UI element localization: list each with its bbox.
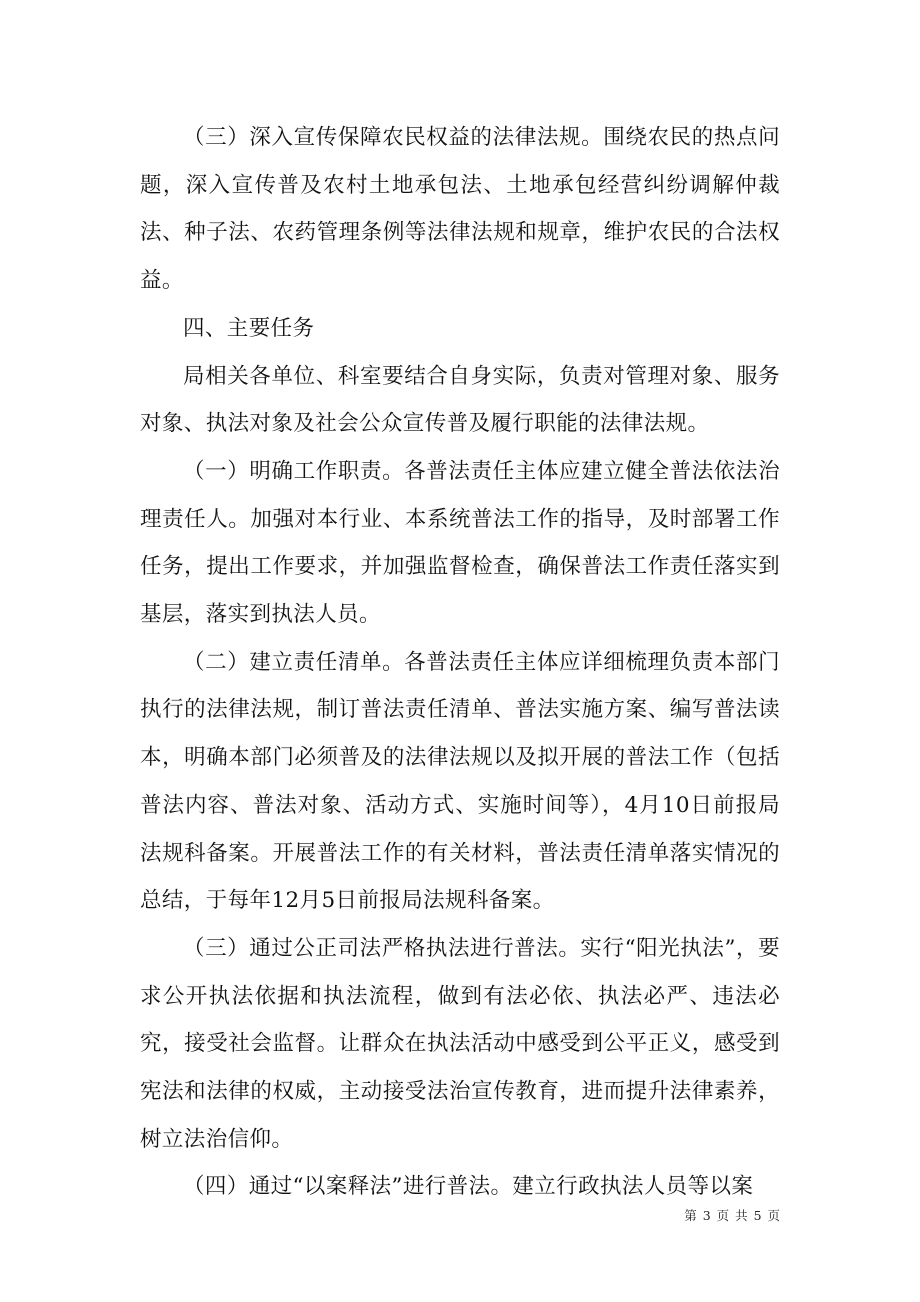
paragraph-responsibility-list: （二）建立责任清单。各普法责任主体应详细梳理负责本部门执行的法律法规，制订普法责任清单、普法实施方案、编写普法读本，明确本部门必须普及的法律法规以及拟开展的普法工作（包括普法内容、普法对象、活动方式、实施时间等），4月10日前报局法规科备案。开展普法工作的有关材料，普法责任清单落实情况的总结，于每年12月5日前报局法规科备案。 — [140, 649, 780, 914]
section-heading-main-tasks: 四、主要任务 — [183, 315, 315, 341]
paragraph-intro-tasks: 局相关各单位、科室要结合自身实际，负责对管理对象、服务对象、执法对象及社会公众宣传普及履行职能的法律法规。 — [140, 363, 780, 437]
paragraph-rights-protection: （三）深入宣传保障农民权益的法律法规。围绕农民的热点问题，深入宣传普及农村土地承包法、土地承包经营纠纷调解仲裁法、种子法、农药管理条例等法律法规和规章，维护农民的合法权益。 — [140, 125, 780, 294]
page-number-footer: 第 3 页 共 5 页 — [684, 1208, 781, 1223]
document-body — [140, 114, 780, 1211]
paragraph-case-explanation: （四）通过“以案释法”进行普法。建立行政执法人员等以案 — [183, 1174, 754, 1200]
paragraph-fair-enforcement: （三）通过公正司法严格执法进行普法。实行“阳光执法”，要求公开执法依据和执法流程，做到有法必依、执法必严、违法必究，接受社会监督。让群众在执法活动中感受到公平正义，感受到宪法和法律的权威，主动接受法治宣传教育，进而提升法律素养，树立法治信仰。 — [140, 935, 780, 1152]
paragraph-work-duties: （一）明确工作职责。各普法责任主体应建立健全普法依法治理责任人。加强对本行业、本系统普法工作的指导，及时部署工作任务，提出工作要求，并加强监督检查，确保普法工作责任落实到基层，落实到执法人员。 — [140, 458, 780, 628]
